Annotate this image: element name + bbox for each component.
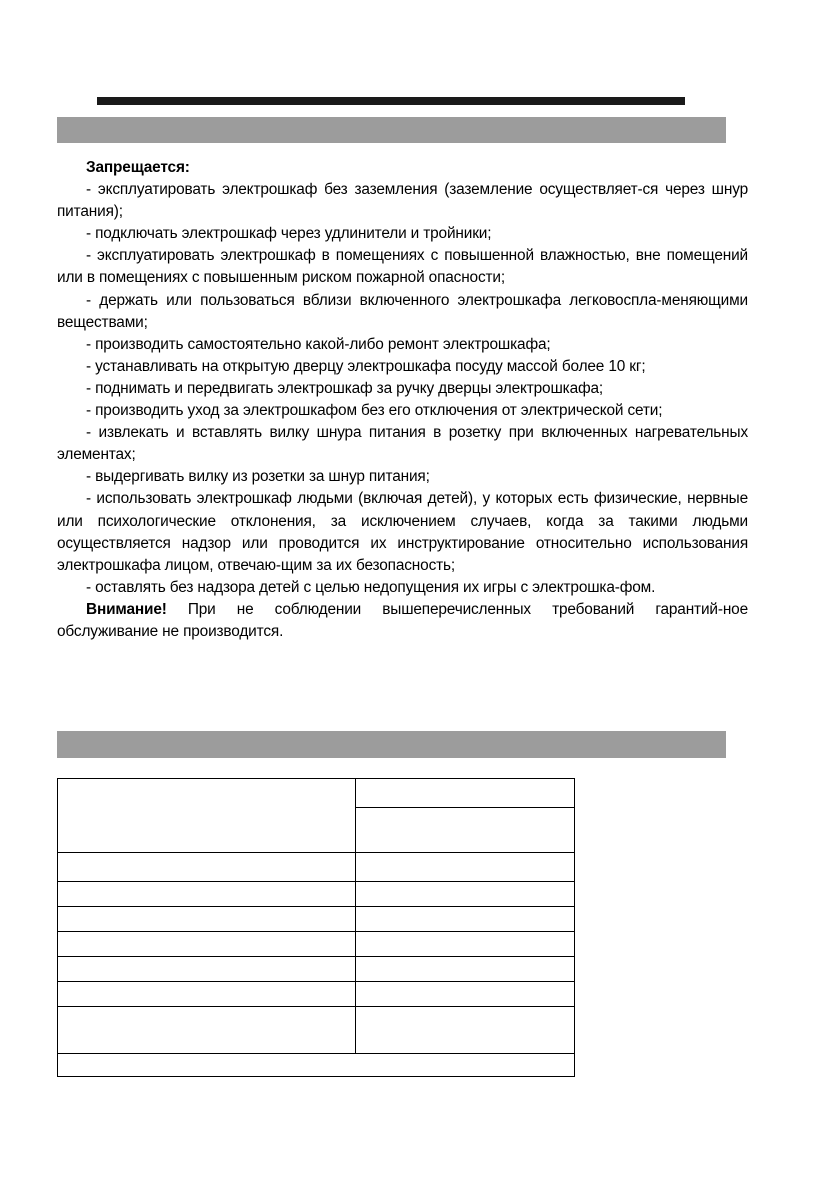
table-cell xyxy=(58,882,356,907)
table-cell xyxy=(356,882,575,907)
prohibition-item: - держать или пользоваться вблизи включенного электрошкафа легковоспла-меняющими веществами; xyxy=(57,291,748,331)
heading-prohibited-label: Запрещается: xyxy=(86,159,190,176)
prohibition-item: - устанавливать на открытую дверцу электрошкафа посуду массой более 10 кг; xyxy=(86,357,646,375)
prohibition-item: - оставлять без надзора детей с целью недопущения их игры с электрошка-фом. xyxy=(86,578,656,596)
gray-heading-band-middle xyxy=(57,731,726,758)
table-row xyxy=(58,957,575,982)
table-cell xyxy=(58,907,356,932)
table-cell xyxy=(58,982,356,1007)
prohibition-item: - извлекать и вставлять вилку шнура питания в розетку при включенных нагревательных элементах; xyxy=(57,424,748,464)
table-cell xyxy=(356,1007,575,1054)
table-cell xyxy=(58,957,356,982)
prohibition-item: - производить уход за электрошкафом без его отключения от электрической сети; xyxy=(86,402,663,420)
table-cell xyxy=(356,907,575,932)
prohibition-item: - эксплуатировать электрошкаф без заземления (заземление осуществляет-ся через шнур питания); xyxy=(57,181,748,221)
prohibition-item: - эксплуатировать электрошкаф в помещениях с повышенной влажностью, вне помещений или в помещениях с повышенным риском пожарной опасности; xyxy=(57,247,748,287)
table-row xyxy=(58,779,575,808)
table-cell xyxy=(58,1054,575,1077)
specification-table xyxy=(57,778,575,1077)
table-cell xyxy=(356,982,575,1007)
prohibition-item: - производить самостоятельно какой-либо ремонт электрошкафа; xyxy=(86,335,551,353)
prohibition-item: - поднимать и передвигать электрошкаф за ручку дверцы электрошкафа; xyxy=(86,379,604,397)
body-text-block xyxy=(57,157,748,643)
prohibition-item: - подключать электрошкаф через удлинители и тройники; xyxy=(86,225,492,243)
prohibition-item: - выдергивать вилку из розетки за шнур питания; xyxy=(86,468,430,486)
table-cell xyxy=(356,779,575,808)
table-cell xyxy=(58,1007,356,1054)
attention-label: Внимание! xyxy=(86,600,167,618)
table-cell xyxy=(58,932,356,957)
table-row xyxy=(58,907,575,932)
table-row xyxy=(58,853,575,882)
table-row xyxy=(58,882,575,907)
table-cell xyxy=(58,779,356,853)
table-cell xyxy=(58,853,356,882)
table-cell xyxy=(356,932,575,957)
table-cell xyxy=(356,853,575,882)
horizontal-black-rule xyxy=(97,97,685,105)
paragraph-heading-prohibited xyxy=(57,157,748,179)
attention-text: При не соблюдении вышеперечисленных требований гарантий-ное обслуживание не производится. xyxy=(57,600,748,640)
table-row xyxy=(58,1054,575,1077)
attention-paragraph xyxy=(57,599,748,643)
table-row xyxy=(58,982,575,1007)
table-cell xyxy=(356,957,575,982)
table-row xyxy=(58,1007,575,1054)
table-row xyxy=(58,932,575,957)
table-cell xyxy=(356,808,575,853)
gray-heading-band-top xyxy=(57,117,726,143)
prohibition-item: - использовать электрошкаф людьми (включая детей), у которых есть физические, нервные или психологические отклонения, за исключением случаев, когда за такими людьми осуществляется надзор или проводится их инструктирование относительно использования электрошкафа лицом, отвечаю-щим за их безопасность; xyxy=(57,490,748,574)
